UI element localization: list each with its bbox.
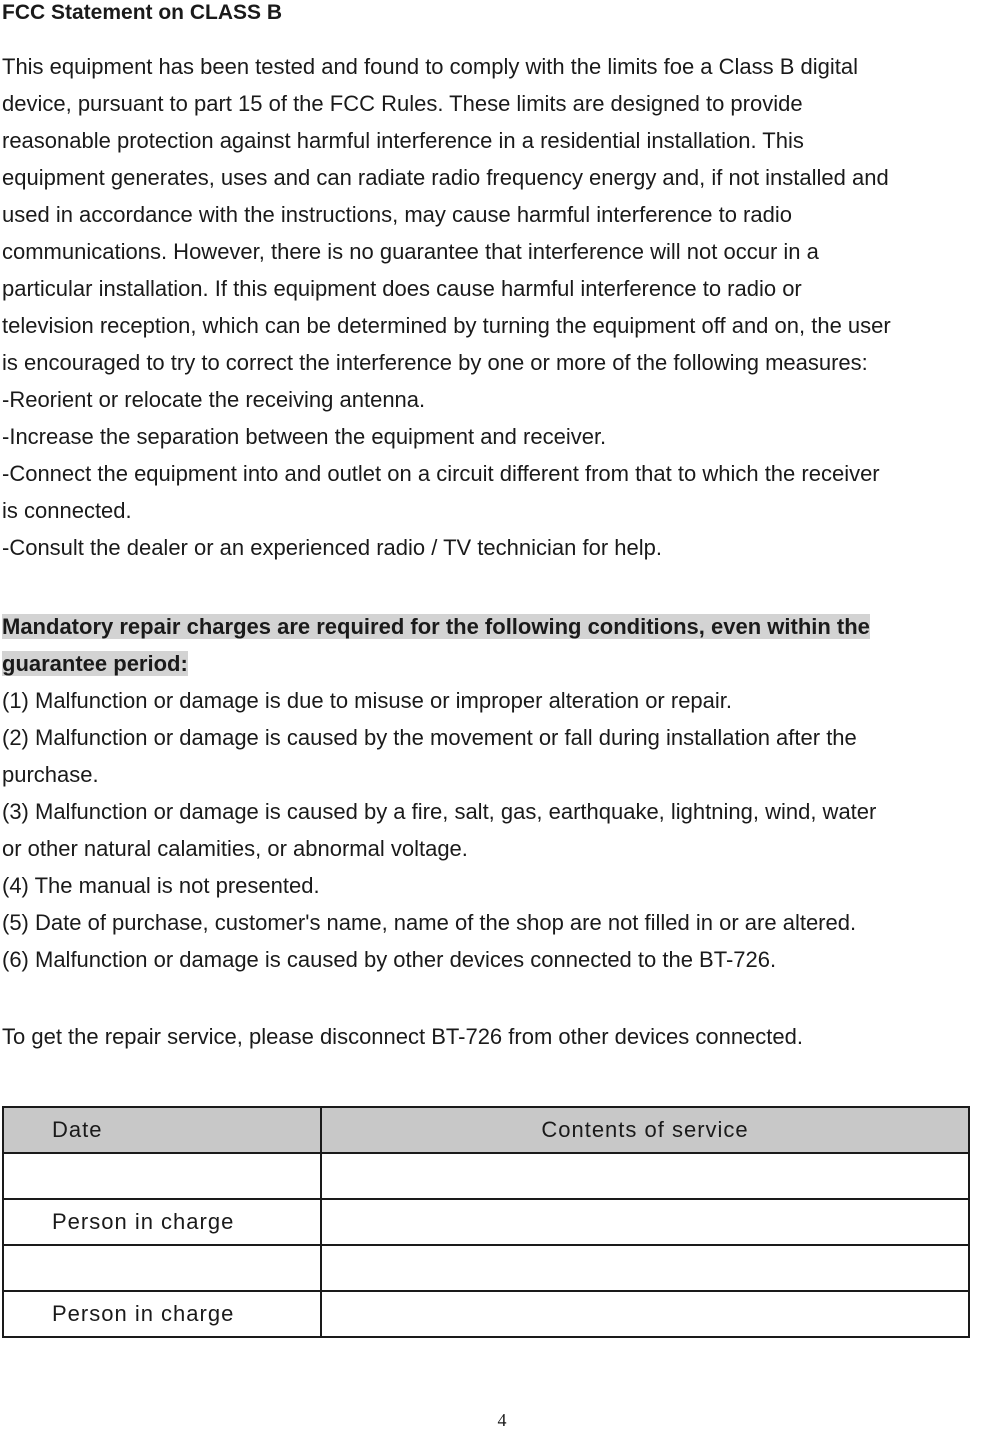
repair-condition: (1) Malfunction or damage is due to misuse or improper alteration or repair. — [2, 688, 733, 713]
repair-heading-highlight: guarantee period: — [2, 651, 188, 676]
fcc-text-line: used in accordance with the instructions, may cause harmful interference to radio — [2, 202, 792, 227]
fcc-text-line: reasonable protection against harmful interference in a residential installation. This — [2, 128, 804, 153]
fcc-measure-item: -Consult the dealer or an experienced radio / TV technician for help. — [2, 535, 662, 560]
table-row — [3, 1153, 969, 1199]
service-table-header-row — [3, 1107, 969, 1153]
repair-heading-highlight: Mandatory repair charges are required for the following conditions, even within the — [2, 614, 870, 639]
fcc-text-line: device, pursuant to part 15 of the FCC Rules. These limits are designed to provide — [2, 91, 803, 116]
contents-cell — [321, 1245, 969, 1291]
header-contents-of-service: Contents of service — [321, 1107, 969, 1153]
contents-cell — [321, 1199, 969, 1245]
repair-service-note: To get the repair service, please disconnect BT-726 from other devices connected. — [2, 1024, 803, 1049]
table-row — [3, 1245, 969, 1291]
table-row — [3, 1199, 969, 1245]
fcc-text-line: particular installation. If this equipment does cause harmful interference to radio or — [2, 276, 802, 301]
header-date: Date — [3, 1107, 321, 1153]
fcc-measure-item: -Reorient or relocate the receiving antenna. — [2, 387, 426, 412]
fcc-measure-item: -Connect the equipment into and outlet on a circuit different from that to which the receiver — [2, 461, 880, 486]
date-cell — [3, 1245, 321, 1291]
page-number: 4 — [497, 1410, 507, 1430]
repair-heading-line — [2, 649, 188, 679]
table-row — [3, 1291, 969, 1337]
repair-condition: purchase. — [2, 762, 99, 787]
repair-condition: (2) Malfunction or damage is caused by the movement or fall during installation after the — [2, 725, 857, 750]
date-cell — [3, 1153, 321, 1199]
fcc-measure-item: -Increase the separation between the equipment and receiver. — [2, 424, 607, 449]
fcc-title: FCC Statement on CLASS B — [2, 1, 283, 24]
repair-condition: (3) Malfunction or damage is caused by a fire, salt, gas, earthquake, lightning, wind, water — [2, 799, 877, 824]
contents-cell — [321, 1291, 969, 1337]
fcc-text-line: This equipment has been tested and found to comply with the limits foe a Class B digital — [2, 54, 859, 79]
repair-condition: (6) Malfunction or damage is caused by other devices connected to the BT-726. — [2, 947, 777, 972]
contents-cell — [321, 1153, 969, 1199]
repair-heading-line — [2, 612, 870, 642]
person-in-charge-label: Person in charge — [3, 1291, 321, 1337]
repair-condition: or other natural calamities, or abnormal voltage. — [2, 836, 468, 861]
fcc-text-line: television reception, which can be determined by turning the equipment off and on, the user — [2, 313, 891, 338]
fcc-measure-item: is connected. — [2, 498, 132, 523]
fcc-text-line: equipment generates, uses and can radiate radio frequency energy and, if not installed and — [2, 165, 889, 190]
person-in-charge-label: Person in charge — [3, 1199, 321, 1245]
service-record-table — [2, 1106, 970, 1338]
repair-condition: (4) The manual is not presented. — [2, 873, 320, 898]
fcc-text-line: communications. However, there is no guarantee that interference will not occur in a — [2, 239, 819, 264]
fcc-text-line: is encouraged to try to correct the interference by one or more of the following measures: — [2, 350, 868, 375]
repair-condition: (5) Date of purchase, customer's name, name of the shop are not filled in or are altered. — [2, 910, 857, 935]
